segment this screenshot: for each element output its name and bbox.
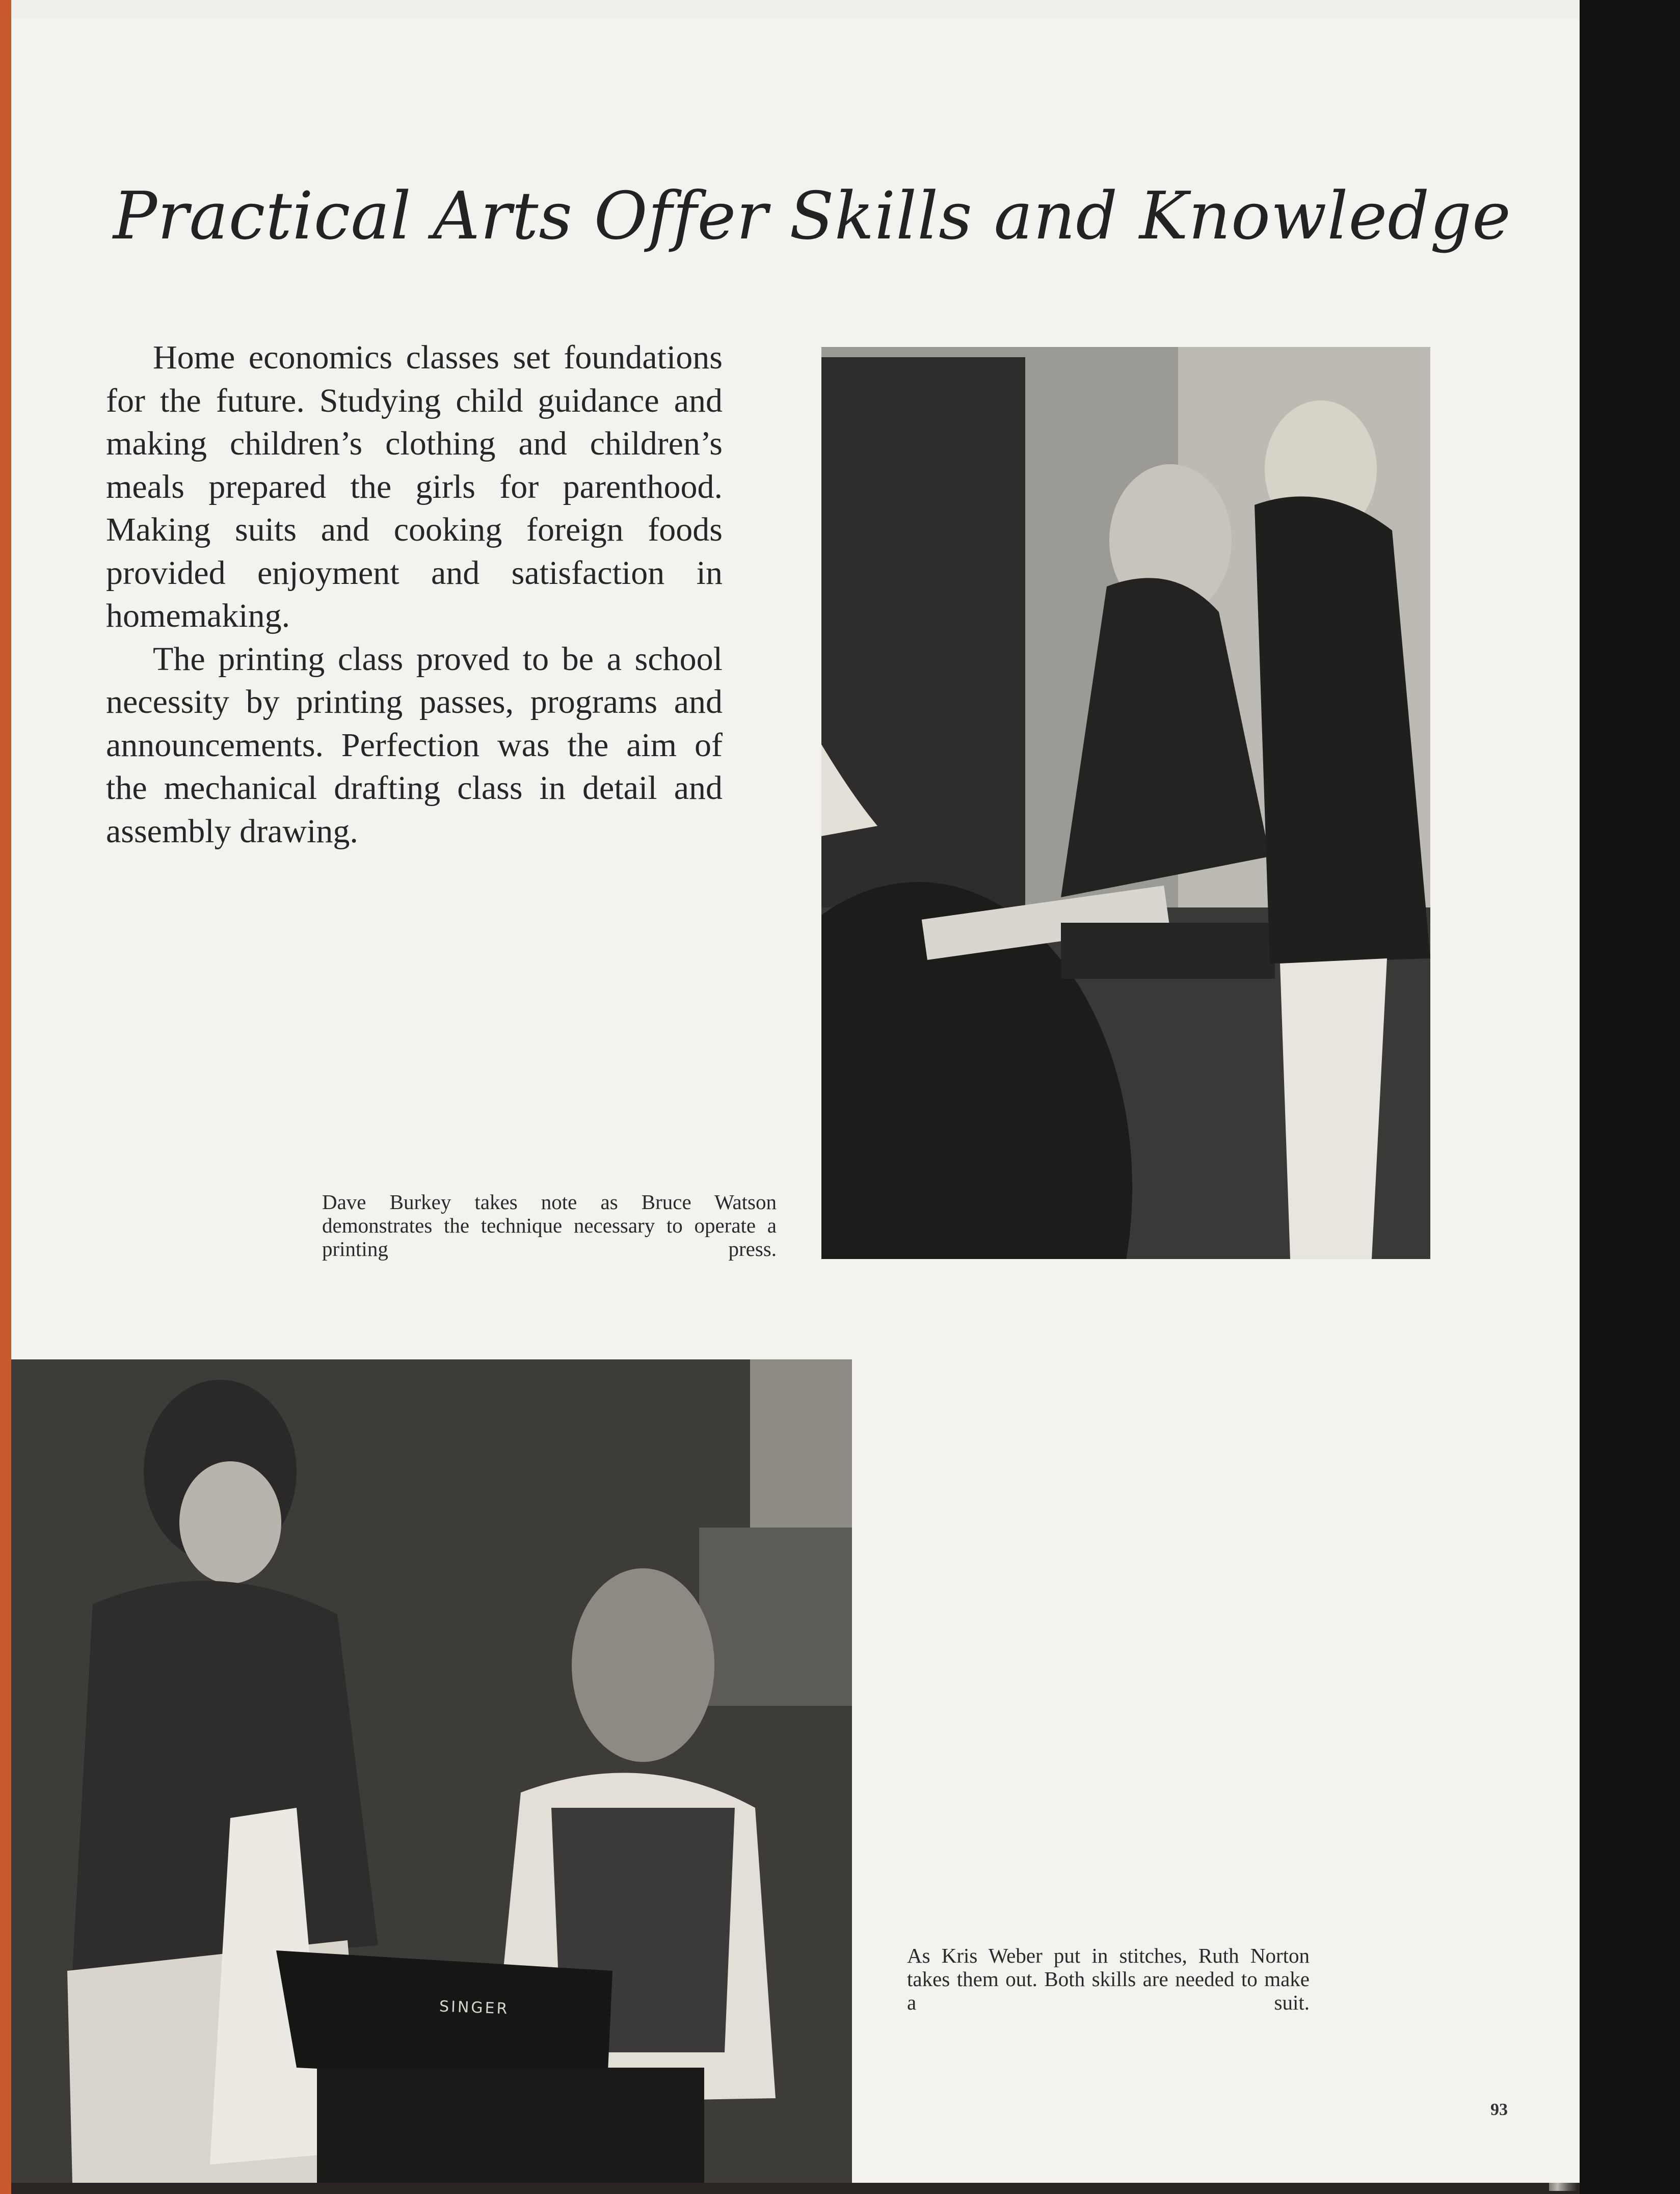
sewing-caption: As Kris Weber put in stitches, Ruth Norton takes them out. Both skills are needed to make a suit.: [907, 1944, 1310, 2014]
page-left-edge: [0, 0, 11, 2194]
sewing-class-illustration: [11, 1359, 852, 2183]
printing-press-photo: [821, 347, 1430, 1259]
machine-brand-label: SINGER: [439, 1997, 510, 2018]
printing-press-caption: Dave Burkey takes note as Bruce Watson demonstrates the technique necessary to operate a printing press.: [322, 1190, 777, 1261]
page-number: 93: [1490, 2100, 1508, 2119]
paragraph-printing-class: The printing class proved to be a school necessity by printing passes, programs and announcements. Perfection was the aim of the mechanical drafting class in detail and assembly drawing.: [106, 640, 723, 850]
article-body: [106, 336, 723, 853]
book-binding: [1580, 0, 1680, 2194]
sewing-class-photo: [11, 1359, 852, 2183]
page-title: Practical Arts Offer Skills and Knowledge: [113, 178, 1511, 254]
printing-press-illustration: [821, 347, 1430, 1259]
paragraph-home-economics: Home economics classes set foundations for the future. Studying child guidance and making children’s clothing and children’s meals prepared the girls for parenthood. Making suits and cooking foreign foods provided enjoyment and satisfaction in homemaking.: [106, 339, 723, 634]
